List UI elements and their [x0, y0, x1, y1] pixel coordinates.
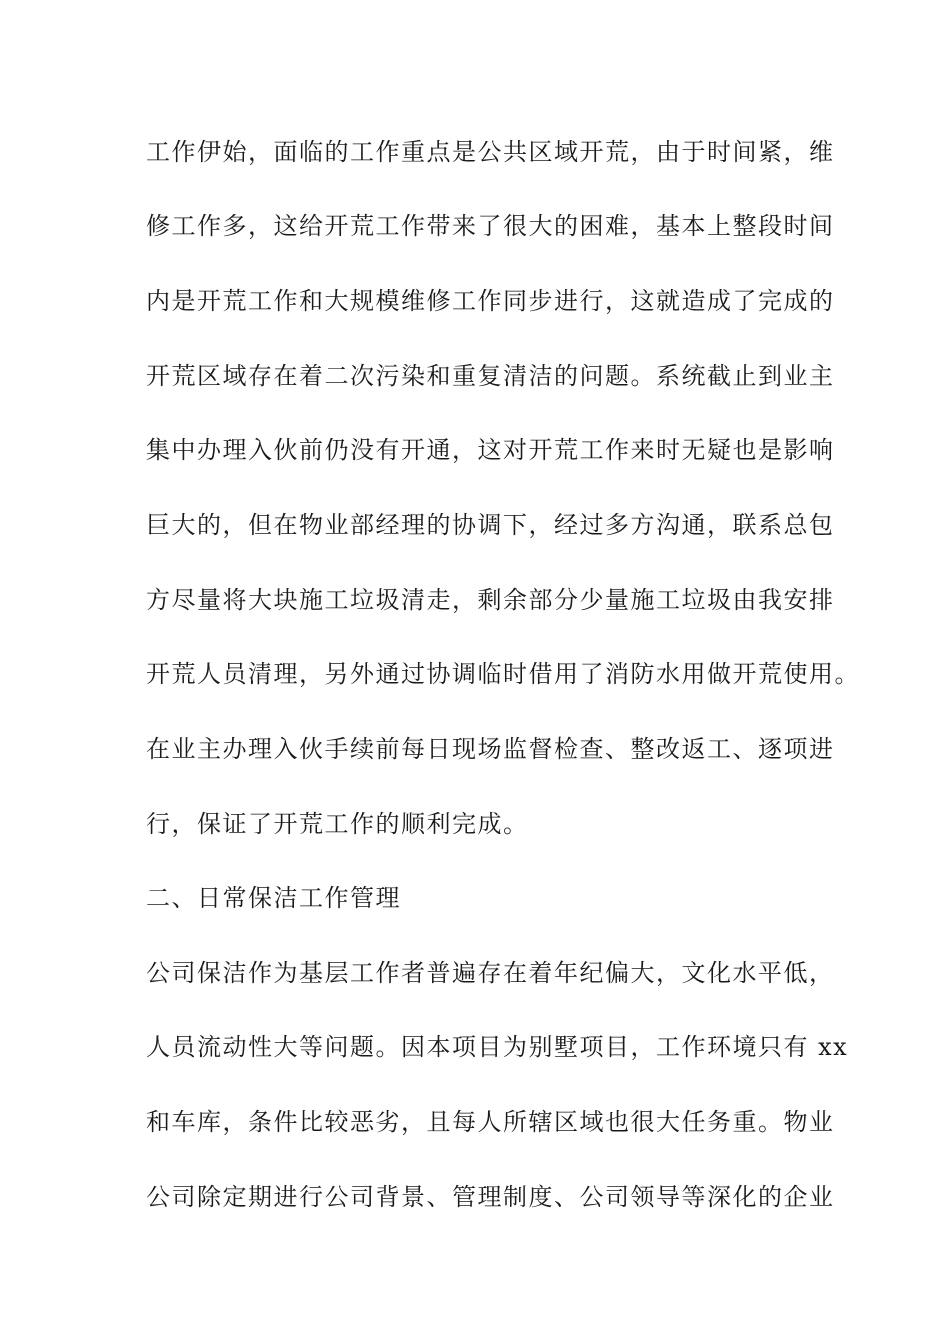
- text-line-14: 和车库，条件比较恶劣，且每人所辖区域也很大任务重。物业: [146, 1108, 835, 1136]
- text-line-10: 行，保证了开荒工作的顺利完成。: [146, 810, 529, 838]
- text-line-3: 内是开荒工作和大规模维修工作同步进行，这就造成了完成的: [146, 287, 835, 315]
- text-line-12: 公司保洁作为基层工作者普遍存在着年纪偏大，文化水平低，: [146, 959, 835, 987]
- text-line-9: 在业主办理入伙手续前每日现场监督检查、整改返工、逐项进: [146, 735, 835, 763]
- text-line-8: 开荒人员清理，另外通过协调临时借用了消防水用做开荒使用。: [146, 660, 860, 688]
- text-line-15: 公司除定期进行公司背景、管理制度、公司领导等深化的企业: [146, 1183, 835, 1211]
- text-line-6: 巨大的，但在物业部经理的协调下，经过多方沟通，联系总包: [146, 511, 835, 539]
- text-line-1: 工作伊始，面临的工作重点是公共区域开荒，由于时间紧，维: [146, 138, 835, 166]
- text-line-2: 修工作多，这给开荒工作带来了很大的困难，基本上整段时间: [146, 212, 835, 240]
- text-line-4: 开荒区域存在着二次污染和重复清洁的问题。系统截止到业主: [146, 362, 835, 390]
- section-heading: 二、日常保洁工作管理: [146, 884, 401, 912]
- text-line-13: 人员流动性大等问题。因本项目为别墅项目，工作环境只有 xx: [146, 1033, 849, 1061]
- text-line-5: 集中办理入伙前仍没有开通，这对开荒工作来时无疑也是影响: [146, 436, 835, 464]
- text-line-7: 方尽量将大块施工垃圾清走，剩余部分少量施工垃圾由我安排: [146, 586, 835, 614]
